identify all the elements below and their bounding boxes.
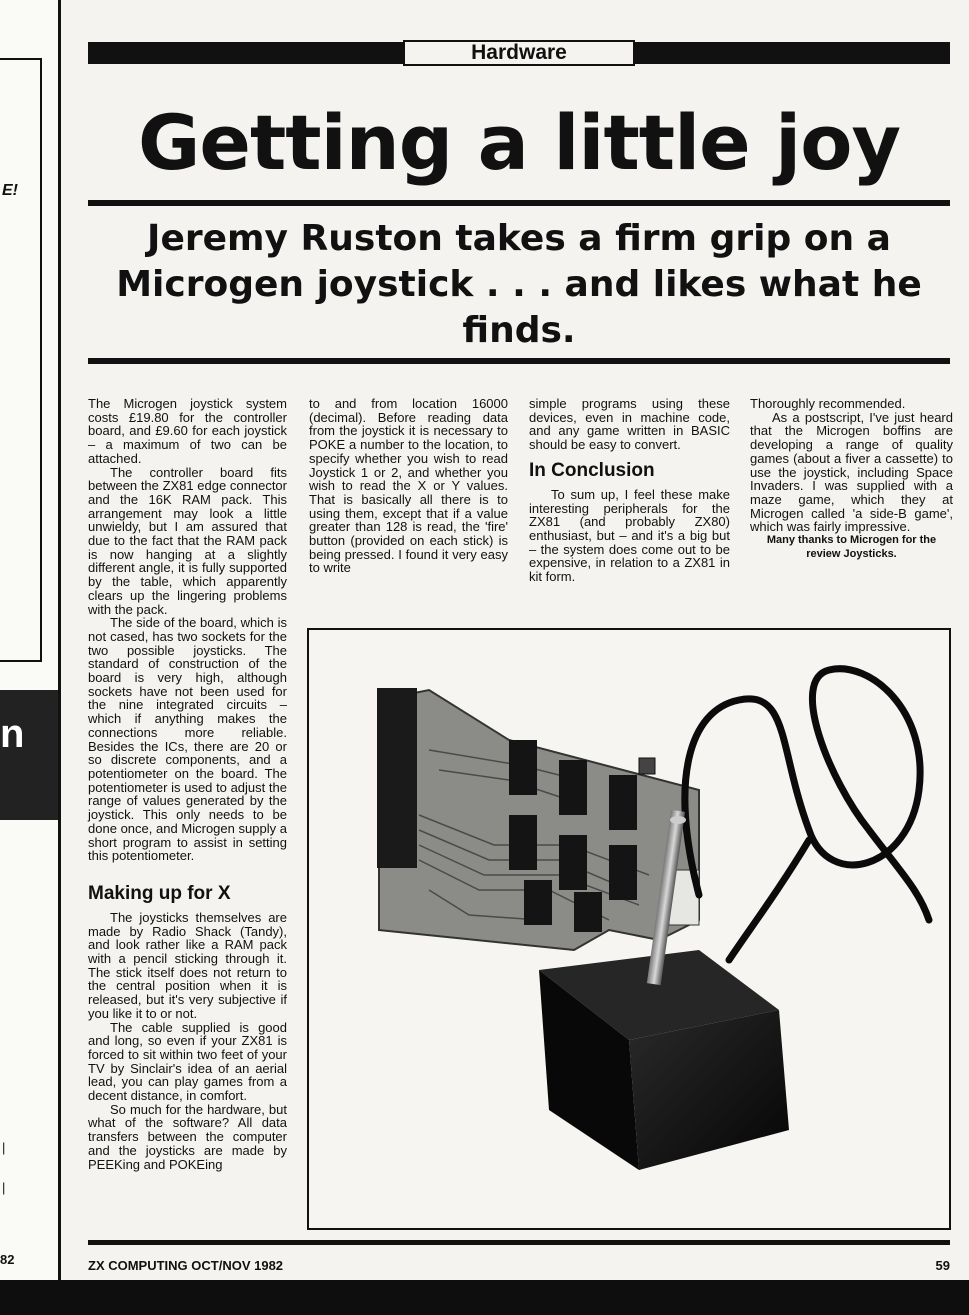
body-paragraph: As a postscript, I've just heard that the Microgen boffins are developing a range of quality games (about a fiver a cassette) to use the joystick, including Space Invaders. I was supplied with a maze game, which they at Microgen called 'a side-B game', which was fairly impressive.: [750, 409, 953, 535]
section-label: Hardware: [403, 40, 635, 66]
text-column-1: [88, 397, 287, 1171]
body-paragraph: The Microgen joystick system costs £19.80 for the controller board, and £9.60 for each joystick – a maximum of two can be attached.: [88, 396, 287, 466]
adjacent-page-number: 82: [0, 1252, 15, 1267]
rule-under-title: [88, 200, 950, 206]
kicker-bar-right: [635, 42, 950, 64]
body-paragraph: So much for the hardware, but what of the software? All data transfers between the computer and the joysticks are made by PEEKing and POKEing: [88, 1101, 287, 1172]
rule-under-standfirst: [88, 358, 950, 364]
page-number: 59: [935, 1258, 950, 1273]
scan-bottom-band: [0, 1280, 969, 1315]
joystick-and-board-illustration: [309, 630, 949, 1228]
subhead-making-up: Making up for X: [88, 882, 231, 904]
body-paragraph: to and from location 16000 (decimal). Before reading data from the joystick it is necessary to POKE a number to the location, to specify whether you wish to read Joystick 1 or 2, and whether you wish to read the X or Y values. That is basically all there is to using them, except that if a value greater than 128 is read, the 'fire' button (provided on each stick) is being pressed. I found it very easy to write: [309, 396, 508, 576]
adjacent-page-strip: E! n | | 82: [0, 0, 61, 1315]
magazine-issue: ZX COMPUTING OCT/NOV 1982: [88, 1258, 284, 1273]
body-paragraph: The controller board fits between the ZX81 edge connector and the 16K RAM pack. This arrangement may look a little unwieldy, but I am assured that due to the fact that the RAM pack is now hanging at a slightly different angle, it is fully supported by the table, which apparently clears up the lingering problems with the pack.: [88, 464, 287, 617]
thanks-credit: Many thanks to Microgen for the review Joysticks.: [766, 534, 937, 560]
body-paragraph: simple programs using these devices, even in machine code, and any game written in BASIC should be easy to convert.: [529, 396, 730, 453]
standfirst: Jeremy Ruston takes a firm grip on a Microgen joystick . . . and likes what he finds.: [116, 218, 922, 351]
footer-rule: [88, 1240, 950, 1245]
product-photo: [307, 628, 951, 1230]
adjacent-page-box: [0, 58, 42, 662]
kicker-bar-left: [88, 42, 403, 64]
potentiometer: [639, 758, 655, 774]
section-kicker: [88, 40, 950, 66]
article-title: Getting a little joy: [138, 98, 900, 187]
body-paragraph: The side of the board, which is not cased, has two sockets for the two possible joysticks. The standard of construction of the board is very high, although sockets have not been used for the nine integrated circuits – which if anything makes the connections more reliable. Besides the ICs, there are 20 or so discrete components, and a potentiometer on the board. The potentiometer is used to adjust the range of values generated by the joystick. This only needs to be done once, and Microgen supply a short program to assist in setting this potentiometer.: [88, 615, 287, 864]
text-column-2: [309, 397, 508, 575]
text-column-3: [529, 397, 730, 584]
body-paragraph: Thoroughly recommended.: [750, 396, 906, 411]
joystick-cable: [685, 669, 929, 920]
body-paragraph: The cable supplied is good and long, so even if your ZX81 is forced to sit within two feet of your TV by Sinclair's idea of an aerial lead, you can play games from a decent distance, in comfort.: [88, 1019, 287, 1104]
body-paragraph: The joysticks themselves are made by Radio Shack (Tandy), and look rather like a RAM pack with a pencil sticking through it. The stick itself does not return to the central position when it is released, but it's very subjective if you like it to or not.: [88, 909, 287, 1021]
edge-connector: [377, 688, 417, 868]
adjacent-page-fragment: E!: [2, 182, 18, 199]
adjacent-page-letter: n: [0, 712, 25, 756]
body-paragraph: To sum up, I feel these make interesting peripherals for the ZX81 (and probably ZX80) enthusiast, but – and it's a big but – the system does come out to be expensive, in relation to a ZX81 in kit form.: [529, 486, 730, 585]
subhead-conclusion: In Conclusion: [529, 459, 655, 481]
text-column-4: [750, 397, 953, 561]
